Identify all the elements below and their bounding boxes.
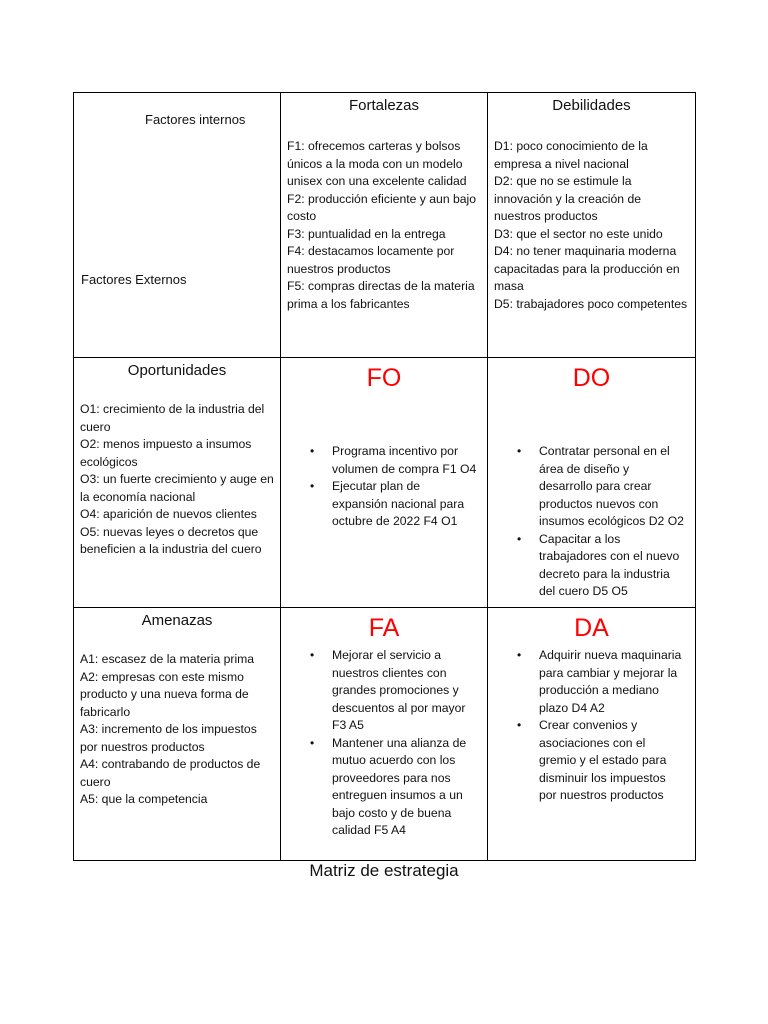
external-factors-label: Factores Externos	[81, 272, 187, 287]
opportunities-heading: Oportunidades	[127, 362, 227, 379]
do-heading: DO	[572, 364, 611, 392]
opportunities-cell	[74, 358, 281, 608]
matrix-row-threats	[74, 608, 696, 861]
weaknesses-cell	[488, 93, 696, 358]
weakness-item: D1: poco conocimiento de la empresa a nivel nacional	[494, 139, 648, 171]
threat-item: A2: empresas con este mismo producto y una nueva forma de fabricarlo	[80, 669, 249, 719]
opportunity-item: O5: nuevas leyes o decretos que beneficien a la industria del cuero	[80, 524, 262, 556]
weakness-item: D3: que el sector no este unido	[494, 226, 663, 241]
do-strategy-item	[488, 531, 685, 601]
bullet-icon: •	[310, 444, 315, 458]
threat-item: A4: contrabando de productos de cuero	[80, 757, 261, 789]
strength-item: F4: destacamos locamente por nuestros productos	[287, 244, 455, 276]
weakness-item: D5: trabajadores poco competentes	[494, 296, 688, 311]
fo-cell	[281, 358, 488, 608]
strengths-cell	[281, 93, 488, 358]
fa-strategy-item	[281, 647, 477, 735]
strategy-matrix-table	[73, 92, 696, 861]
strength-item: F1: ofrecemos carteras y bolsos únicos a la moda con un modelo unisex con una excelente calidad	[287, 139, 467, 188]
strength-item: F5: compras directas de la materia prima a los fabricantes	[287, 279, 475, 311]
bullet-icon: •	[517, 531, 522, 546]
da-cell	[488, 608, 696, 861]
threat-item: A3: incremento de los impuestos por nuestros productos	[80, 722, 257, 754]
weakness-item: D2: que no se estimule la innovación y la creación de nuestros productos	[494, 174, 642, 223]
fo-heading: FO	[366, 364, 402, 392]
da-strategy-item	[488, 717, 685, 805]
strength-item: F2: producción eficiente y aun bajo costo	[287, 191, 477, 223]
fo-strategy-item	[281, 443, 477, 478]
da-heading: DA	[574, 614, 609, 642]
bullet-icon: •	[310, 479, 315, 493]
fa-heading: FA	[368, 614, 400, 642]
opportunities-list	[74, 401, 280, 559]
fo-strategy-text: Ejecutar plan de expansión nacional para octubre de 2022 F4 O1	[332, 479, 465, 528]
matrix-row-opportunities	[74, 358, 696, 608]
threats-cell	[74, 608, 281, 861]
threats-list	[74, 651, 280, 809]
strengths-heading: Fortalezas	[348, 97, 420, 114]
matrix-caption: Matriz de estrategia	[309, 861, 459, 880]
da-strategy-list	[488, 647, 695, 805]
matrix-row-internal	[74, 93, 696, 358]
weaknesses-list	[488, 138, 695, 313]
da-strategy-text: Adquirir nueva maquinaria para cambiar y mejorar la producción a mediano plazo D4 A2	[539, 648, 682, 715]
do-strategy-list	[488, 443, 695, 601]
threats-heading: Amenazas	[141, 612, 213, 629]
opportunity-item: O1: crecimiento de la industria del cuero	[80, 402, 265, 434]
threat-item: A5: que la competencia	[80, 792, 208, 806]
bullet-icon: •	[517, 718, 522, 732]
opportunity-item: O4: aparición de nuevos clientes	[80, 507, 257, 521]
do-cell	[488, 358, 696, 608]
fa-strategy-text: Mantener una alianza de mutuo acuerdo con los proveedores para nos entreguen insumos a un bajo costo y de buena calidad F5 A4	[332, 735, 467, 837]
weakness-item: D4: no tener maquinaria moderna capacitadas para la producción en masa	[494, 244, 680, 293]
opportunity-item: O2: menos impuesto a insumos ecológicos	[80, 437, 252, 469]
da-strategy-item	[488, 647, 685, 717]
internal-factors-label: Factores internos	[145, 112, 246, 127]
fa-strategy-list	[281, 647, 487, 840]
strengths-list	[281, 138, 487, 313]
fa-strategy-item	[281, 735, 477, 840]
fa-cell	[281, 608, 488, 861]
strength-item: F3: puntualidad en la entrega	[287, 226, 446, 241]
bullet-icon: •	[310, 648, 315, 662]
fo-strategy-item	[281, 478, 477, 531]
do-strategy-item	[488, 443, 685, 531]
bullet-icon: •	[517, 444, 522, 458]
do-strategy-text: Contratar personal en el área de diseño y desarrollo para crear productos nuevos con insumos ecológicos D2 O2	[539, 444, 684, 528]
opportunity-item: O3: un fuerte crecimiento y auge en la economía nacional	[80, 472, 274, 504]
da-strategy-text: Crear convenios y asociaciones con el gremio y el estado para disminuir los impuestos por nuestros productos	[539, 718, 667, 802]
weaknesses-heading: Debilidades	[552, 97, 631, 114]
bullet-icon: •	[517, 648, 522, 662]
threat-item: A1: escasez de la materia prima	[80, 652, 255, 666]
fa-strategy-text: Mejorar el servicio a nuestros clientes con grandes promociones y descuentos al por mayor F3 A5	[332, 648, 466, 732]
bullet-icon: •	[310, 735, 315, 750]
do-strategy-text: Capacitar a los trabajadores con el nuevo decreto para la industria del cuero D5 O5	[539, 531, 680, 598]
fo-strategy-list	[281, 443, 487, 531]
fo-strategy-text: Programa incentivo por volumen de compra F1 O4	[332, 444, 477, 476]
corner-cell	[74, 93, 281, 358]
